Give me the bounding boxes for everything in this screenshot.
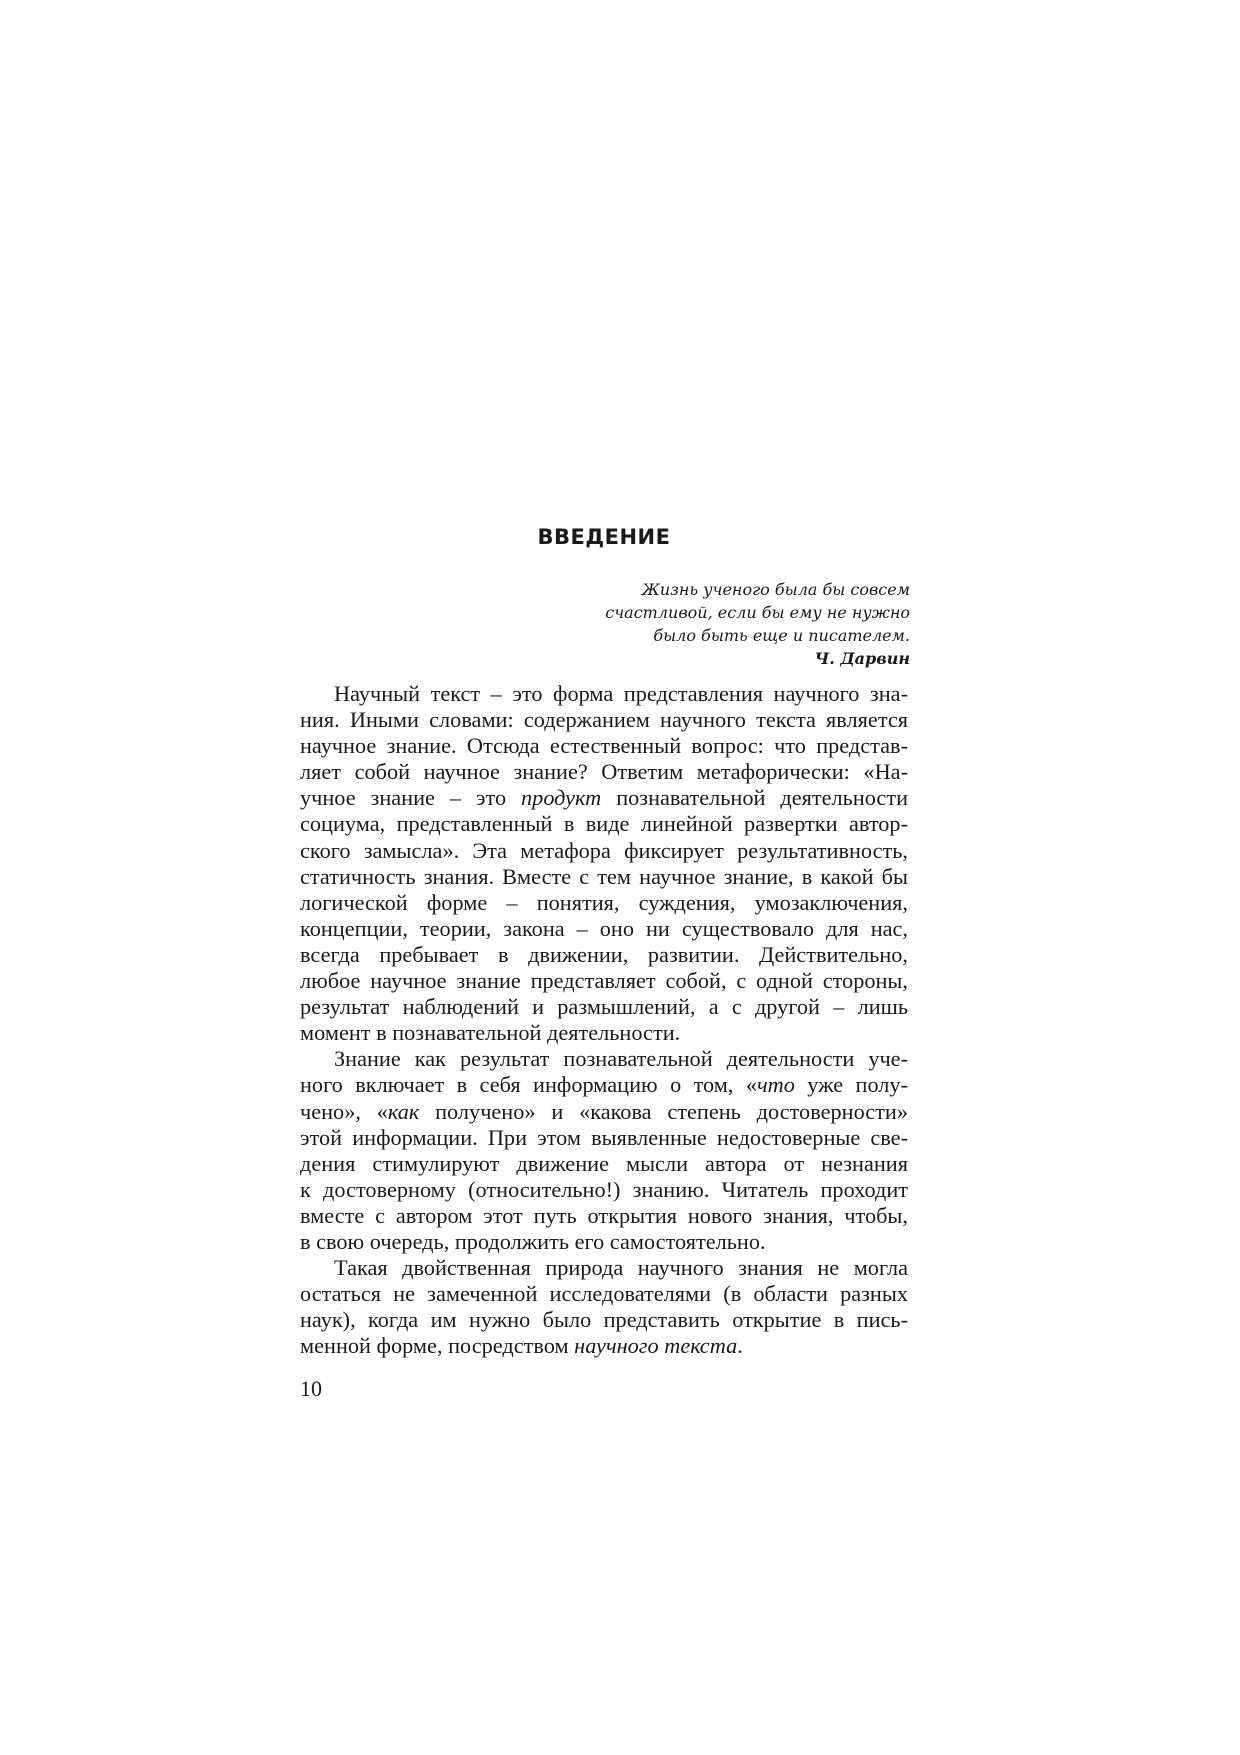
chapter-title: ВВЕДЕНИЕ: [537, 525, 671, 549]
paragraph: [300, 1046, 908, 1255]
text-line: Такая двойственная природа научного знания не могла: [334, 1255, 908, 1281]
paragraph: [300, 681, 908, 1046]
text-line: в свою очередь, продолжить его самостоятельно.: [300, 1228, 766, 1254]
text-line: ного включает в себя информацию о том, «что уже полу-: [300, 1072, 909, 1098]
text-line: концепции, теории, закона – оно ни существовало для нас,: [300, 915, 908, 941]
text-line: учное знание – это продукт познавательной деятельности: [300, 785, 908, 811]
epigraph: [598, 578, 910, 670]
text-line: ляет собой научное знание? Ответим метафорически: «На-: [300, 759, 908, 785]
text-line: момент в познавательной деятельности.: [300, 1020, 681, 1046]
text-line: статичность знания. Вместе с тем научное знание, в какой бы: [300, 863, 908, 889]
emphasized-term: как: [387, 1098, 420, 1124]
text-line: вместе с автором этот путь открытия нового знания, чтобы,: [300, 1202, 908, 1228]
text-line: менной форме, посредством научного текста.: [300, 1333, 743, 1359]
text-line: Знание как результат познавательной деятельности уче-: [334, 1046, 908, 1072]
paragraph: [300, 1255, 908, 1359]
text-line: наук), когда им нужно было представить открытие в пись-: [300, 1307, 908, 1333]
body-text: [300, 681, 908, 1359]
text-line: социума, представленный в виде линейной развертки автор-: [300, 811, 908, 837]
text-line: любое научное знание представляет собой, с одной стороны,: [300, 968, 908, 994]
emphasized-term: что: [757, 1072, 795, 1098]
text-line: логической форме – понятия, суждения, умозаключения,: [300, 889, 908, 915]
text-line: дения стимулируют движение мысли автора от незнания: [300, 1150, 908, 1176]
text-line: к достоверному (относительно!) знанию. Читатель проходит: [300, 1176, 908, 1202]
text-line: ния. Иными словами: содержанием научного текста является: [300, 707, 908, 733]
page-number: 10: [300, 1376, 322, 1401]
text-line: чено», «как получено» и «какова степень достоверности»: [300, 1098, 908, 1124]
epigraph-line: Жизнь ученого была бы совсем: [641, 580, 910, 599]
text-line: Научный текст – это форма представления научного зна-: [334, 681, 908, 706]
emphasized-term: научного текста: [574, 1333, 738, 1359]
epigraph-author: Ч. Дарвин: [814, 649, 910, 668]
text-line: этой информации. При этом выявленные недостоверные све-: [300, 1124, 908, 1150]
text-line: научное знание. Отсюда естественный вопрос: что представ-: [300, 733, 908, 759]
text-line: ского замысла». Эта метафора фиксирует результативность,: [300, 837, 908, 863]
epigraph-line: было быть еще и писателем.: [653, 626, 910, 645]
text-line: результат наблюдений и размышлений, а с другой – лишь: [300, 994, 908, 1020]
epigraph-line: счастливой, если бы ему не нужно: [605, 603, 910, 622]
text-line: всегда пребывает в движении, развитии. Действительно,: [300, 941, 908, 967]
emphasized-term: продукт: [521, 785, 602, 811]
text-line: остаться не замеченной исследователями (в области разных: [300, 1281, 908, 1307]
